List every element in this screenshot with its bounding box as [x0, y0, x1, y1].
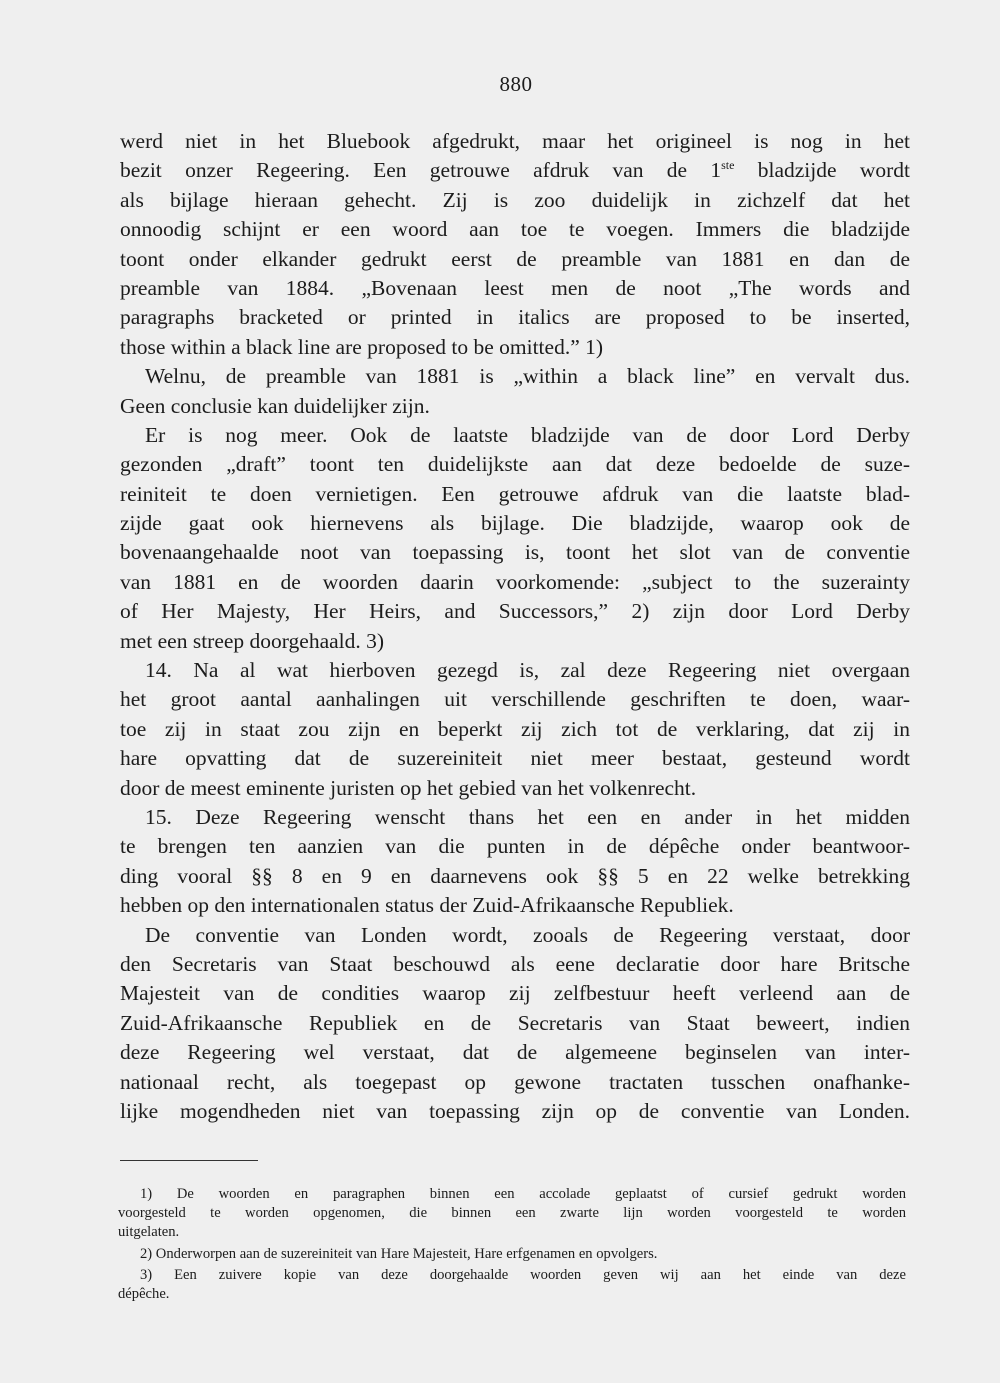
body-line: toe zij in staat zou zijn en beperkt zij zich tot de verklaring, dat zij in: [120, 716, 910, 741]
body-line: hare opvatting dat de suzereiniteit niet meer bestaat, gesteund wordt: [120, 746, 910, 771]
body-line: lijke mogendheden niet van toepassing zijn op de conventie van Londen.: [120, 1098, 910, 1123]
body-line: 15. Deze Regeering wenscht thans het een en ander in het midden: [145, 804, 910, 829]
body-line: Geen conclusie kan duidelijker zijn.: [120, 393, 430, 418]
body-line: those within a black line are proposed to be omitted.” 1): [120, 334, 604, 359]
body-line: gezonden „draft” toont ten duidelijkste aan dat deze bedoelde de suze-: [120, 452, 910, 477]
body-line: werd niet in het Bluebook afgedrukt, maar het origineel is nog in het: [120, 129, 910, 153]
footnote-line: uitgelaten.: [118, 1224, 180, 1241]
body-line: deze Regeering wel verstaat, dat de algemeene beginselen van inter-: [120, 1040, 910, 1065]
footnote-line: 2) Onderworpen aan de suzereiniteit van Hare Majesteit, Hare erfgenamen en opvolgers.: [140, 1245, 658, 1262]
body-line: Er is nog meer. Ook de laatste bladzijde van de door Lord Derby: [145, 422, 910, 447]
body-line: nationaal recht, als toegepast op gewone tractaten tusschen onafhanke-: [120, 1069, 910, 1094]
footnotes: [118, 1185, 906, 1304]
body-line: paragraphs bracketed or printed in italics are proposed to be inserted,: [120, 305, 910, 330]
body-line: het groot aantal aanhalingen uit verschillende geschriften te doen, waar-: [120, 687, 910, 712]
body-line: onnoodig schijnt er een woord aan toe te voegen. Immers die bladzijde: [120, 217, 910, 242]
body-line: te brengen ten aanzien van die punten in de dépêche onder beantwoor-: [120, 834, 910, 859]
body-line: reiniteit te doen vernietigen. Een getrouwe afdruk van die laatste blad-: [120, 481, 910, 506]
body-line: den Secretaris van Staat beschouwd als eene declaratie door hare Britsche: [120, 951, 910, 976]
body-line: De conventie van Londen wordt, zooals de Regeering verstaat, door: [145, 922, 910, 947]
footnote-line: 3) Een zuivere kopie van deze doorgehaalde woorden geven wij aan het einde van deze: [140, 1266, 906, 1283]
body-line: ding vooral §§ 8 en 9 en daarnevens ook §§ 5 en 22 welke betrekking: [120, 863, 910, 888]
body-line: toont onder elkander gedrukt eerst de preamble van 1881 en dan de: [120, 246, 910, 271]
body-line: hebben op den internationalen status der Zuid-Afrikaansche Republiek.: [120, 893, 734, 918]
body-line: 14. Na al wat hierboven gezegd is, zal deze Regeering niet overgaan: [145, 658, 910, 683]
footnote-line: 1) De woorden en paragraphen binnen een accolade geplaatst of cursief gedrukt worden: [140, 1186, 906, 1202]
body-line: bovenaangehaalde noot van toepassing is, toont het slot van de conventie: [120, 540, 910, 565]
body-line: Welnu, de preamble van 1881 is „within a black line” en vervalt dus.: [145, 364, 910, 389]
body-line: zijde gaat ook hiernevens als bijlage. Die bladzijde, waarop ook de: [120, 511, 910, 536]
page-number: 880: [499, 72, 533, 96]
footnote-line: voorgesteld te worden opgenomen, die binnen een zwarte lijn worden voorgesteld te worden: [118, 1205, 906, 1222]
body-line: of Her Majesty, Her Heirs, and Successors,” 2) zijn door Lord Derby: [120, 599, 910, 624]
body-line: door de meest eminente juristen op het gebied van het volkenrecht.: [120, 775, 697, 800]
footnote-line: dépêche.: [118, 1285, 170, 1302]
footnote-divider: [120, 1160, 258, 1161]
body-line: als bijlage hieraan gehecht. Zij is zoo duidelijk in zichzelf dat het: [120, 187, 910, 212]
body-line: van 1881 en de woorden daarin voorkomende: „subject to the suzerainty: [120, 569, 910, 594]
body-line: preamble van 1884. „Bovenaan leest men de noot „The words and: [120, 275, 910, 300]
body-line: bezit onzer Regeering. Een getrouwe afdruk van de 1ste bladzijde wordt: [120, 158, 910, 183]
body-line: Majesteit van de condities waarop zij zelfbestuur heeft verleend aan de: [120, 981, 910, 1006]
body-text: [120, 127, 910, 1126]
body-line: met een streep doorgehaald. 3): [120, 628, 385, 653]
body-line: Zuid-Afrikaansche Republiek en de Secretaris van Staat beweert, indien: [120, 1010, 910, 1035]
